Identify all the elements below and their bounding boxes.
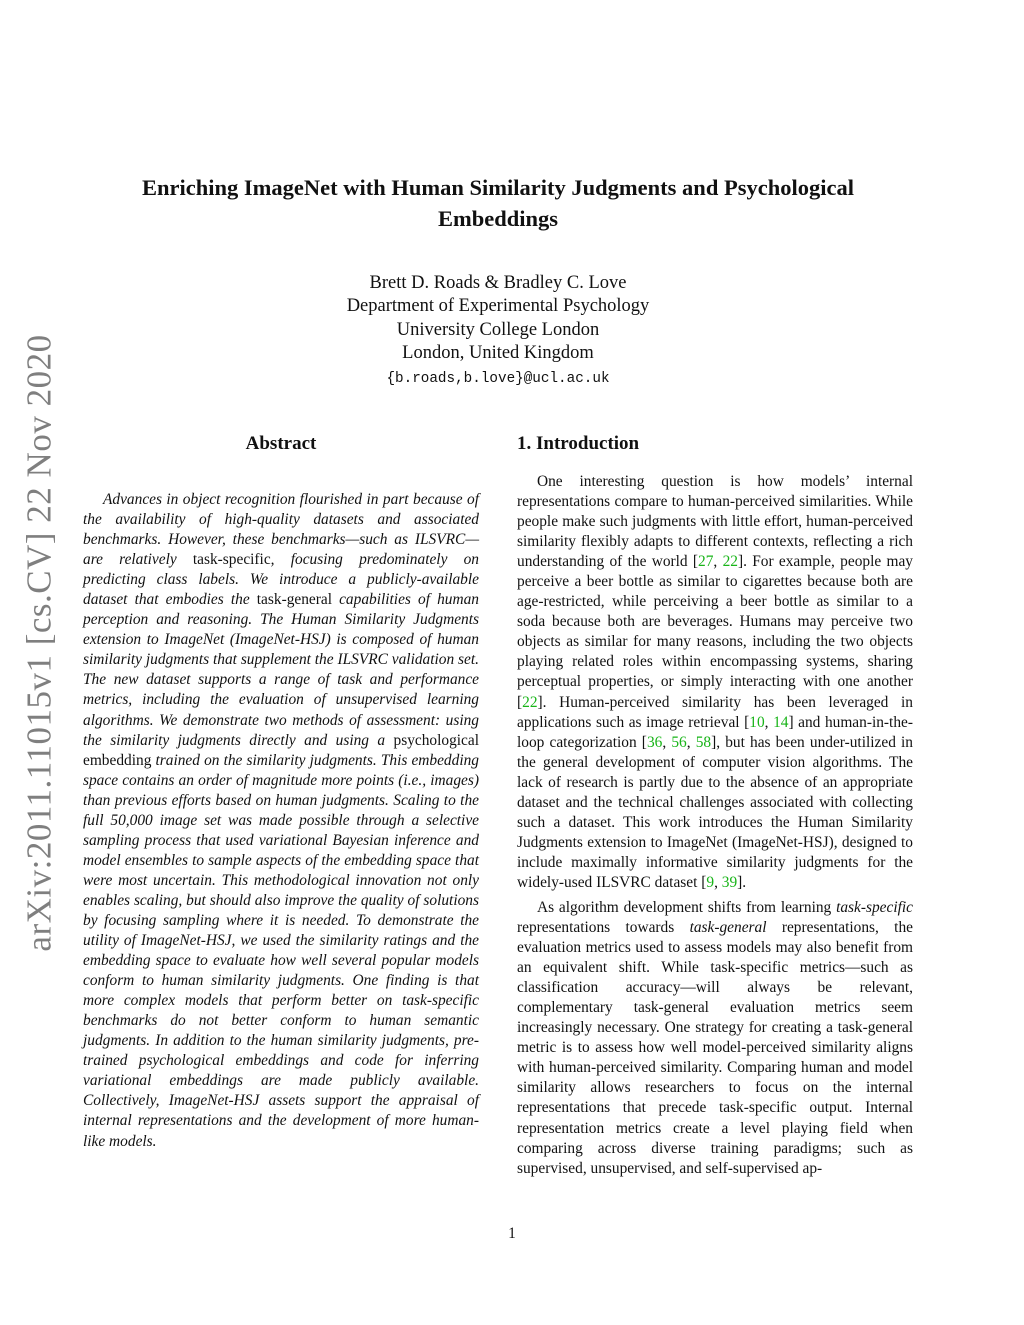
citation-link[interactable]: 58 xyxy=(695,733,712,751)
introduction-text xyxy=(517,472,913,1179)
intro-p1-text-k: ]. xyxy=(737,873,747,891)
arxiv-identifier: arXiv:2011.11015v1 [cs.CV] 22 Nov 2020 xyxy=(20,333,59,952)
citation-link[interactable]: 22 xyxy=(522,693,538,711)
introduction-paragraph-2 xyxy=(517,898,913,1179)
intro-p1-text-j: , xyxy=(714,873,722,891)
author-names: Brett D. Roads & Bradley C. Love xyxy=(369,273,627,293)
introduction-paragraph-1 xyxy=(517,472,913,893)
author-university: University College London xyxy=(396,319,600,340)
introduction-column xyxy=(517,432,913,1184)
abstract-heading: Abstract xyxy=(245,433,317,454)
citation-link[interactable]: 39 xyxy=(721,873,738,891)
intro-p1-text-a: One interesting question is how models’ internal representations compare to human-perceived similarities. While people make such judgments with little effort, human-perceived similarity flexibly adapts to different contexts, reflecting a rich understanding of the world [ xyxy=(517,473,913,571)
intro-p1-text-e: , xyxy=(764,713,774,731)
citation-link[interactable]: 27 xyxy=(698,553,714,571)
citation-link[interactable]: 36 xyxy=(646,733,663,751)
abstract-text-4: trained on the similarity judgments. This embedding space contains an order of magnitude more points (i.e., images) than previous efforts based on human judgments. Scaling to the full 50,000 image set was made possible through a selective sampling process that used variational Bayesian inference and model ensembles to sample aspects of the embedding space that were most uncertain. This methodological innovation not only enables scaling, but should also improve the quality of solutions by focusing sampling where it is needed. To demonstrate the utility of ImageNet-HSJ, we used the similarity ratings and the embedding space to evaluate how well several popular models conform to human similarity judgments. One finding is that more complex models that perform better on task-specific benchmarks do not better conform to human semantic judgments. In addition to the human similarity judgments, pre-trained psychological embeddings and code for inferring variational embeddings are made publicly available. Collectively, ImageNet-HSJ assets support the appraisal of internal representations and the development of more human-like models. xyxy=(83,751,479,1150)
abstract-text xyxy=(83,490,479,1152)
abstract-column xyxy=(83,432,479,1152)
introduction-heading: 1. Introduction xyxy=(517,433,640,454)
citation-link[interactable]: 14 xyxy=(773,713,789,731)
arxiv-stamp xyxy=(12,333,68,952)
author-email: {b.roads,b.love}@ucl.ac.uk xyxy=(386,371,610,388)
abstract-text-3: capabilities of human perception and reasoning. The Human Similarity Judgments extension to ImageNet (ImageNet-HSJ) is composed of human similarity judgments that supplement the ILSVRC validation set. The new dataset supports a range of task and performance metrics, including the evaluation of unsupervised learning algorithms. We demonstrate two methods of assessment: using the similarity judgments directly and using a xyxy=(83,591,479,749)
intro-p1-text-f: ] and human-in-the-loop categorization [ xyxy=(517,713,913,751)
abstract-upright-task-specific: task-specific xyxy=(192,551,271,569)
abstract-upright-task-general: task-general xyxy=(256,591,332,609)
abstract-text-2: , focusing predominately on predicting class labels. We introduce a publicly-available dataset that embodies the xyxy=(83,551,479,609)
intro-p2-text-b: representations towards xyxy=(517,919,690,937)
intro-p1-text-g: , xyxy=(662,733,672,751)
intro-p1-text-d: ]. Human-perceived similarity has been leveraged in applications such as image retrieval [ xyxy=(517,693,913,731)
paper-title: Enriching ImageNet with Human Similarity Judgments and Psychological Embeddings xyxy=(142,175,854,231)
citation-link[interactable]: 9 xyxy=(706,873,715,891)
intro-p1-text-c: ]. For example, people may perceive a beer bottle as similar to cigarettes because both are age-restricted, while perceiving a beer bottle as similar to a soda because both are beverages. Humans may perceive two objects as similar for many reasons, including the two objects playing related roles within encompassing systems, sharing perceptual properties, or simply interacting with one another [ xyxy=(517,553,913,711)
author-location: London, United Kingdom xyxy=(402,342,594,363)
citation-link[interactable]: 56 xyxy=(671,733,687,751)
intro-p2-text-a: As algorithm development shifts from learning xyxy=(537,898,837,916)
intro-p2-emphasis-task-general: task-general xyxy=(689,919,767,937)
page-number: 1 xyxy=(508,1225,516,1242)
abstract-upright-psychological-embedding: psychological embedding xyxy=(83,731,479,769)
author-department: Department of Experimental Psychology xyxy=(346,296,650,317)
author-block xyxy=(200,272,796,391)
abstract-text-1: Advances in object recognition flourished in part because of the availability of high-quality datasets and associated benchmarks. However, these benchmarks—such as ILSVRC—are relatively xyxy=(83,491,479,569)
intro-p1-text-b: , xyxy=(713,553,723,571)
intro-p2-text-c: representations, the evaluation metrics used to assess models may also benefit from an equivalent shift. While task-specific metrics—such as classification accuracy—will always be relevant, complementary task-general evaluation metrics seem increasingly necessary. One strategy for creating a task-general metric is to assess how well model-perceived similarity aligns with human-perceived similarity. Comparing human and model similarity allows researchers to focus on the internal representations that precede task-specific output. Internal representation metrics create a level playing field when comparing across diverse training paradigms; such as supervised, unsupervised, and self-supervised ap- xyxy=(517,919,913,1177)
citation-link[interactable]: 22 xyxy=(722,553,738,571)
intro-p1-text-i: ], but has been under-utilized in the general development of computer vision algorithms. The lack of research is partly due to the absence of an appropriate dataset and the technical challenges associated with collecting such a dataset. This work introduces the Human Similarity Judgments extension to ImageNet (ImageNet-HSJ), designed to include maximally informative similarity judgments for the widely-used ILSVRC dataset [ xyxy=(517,733,914,891)
intro-p2-emphasis-task-specific: task-specific xyxy=(836,898,913,916)
citation-link[interactable]: 10 xyxy=(749,713,765,731)
intro-p1-text-h: , xyxy=(686,733,696,751)
